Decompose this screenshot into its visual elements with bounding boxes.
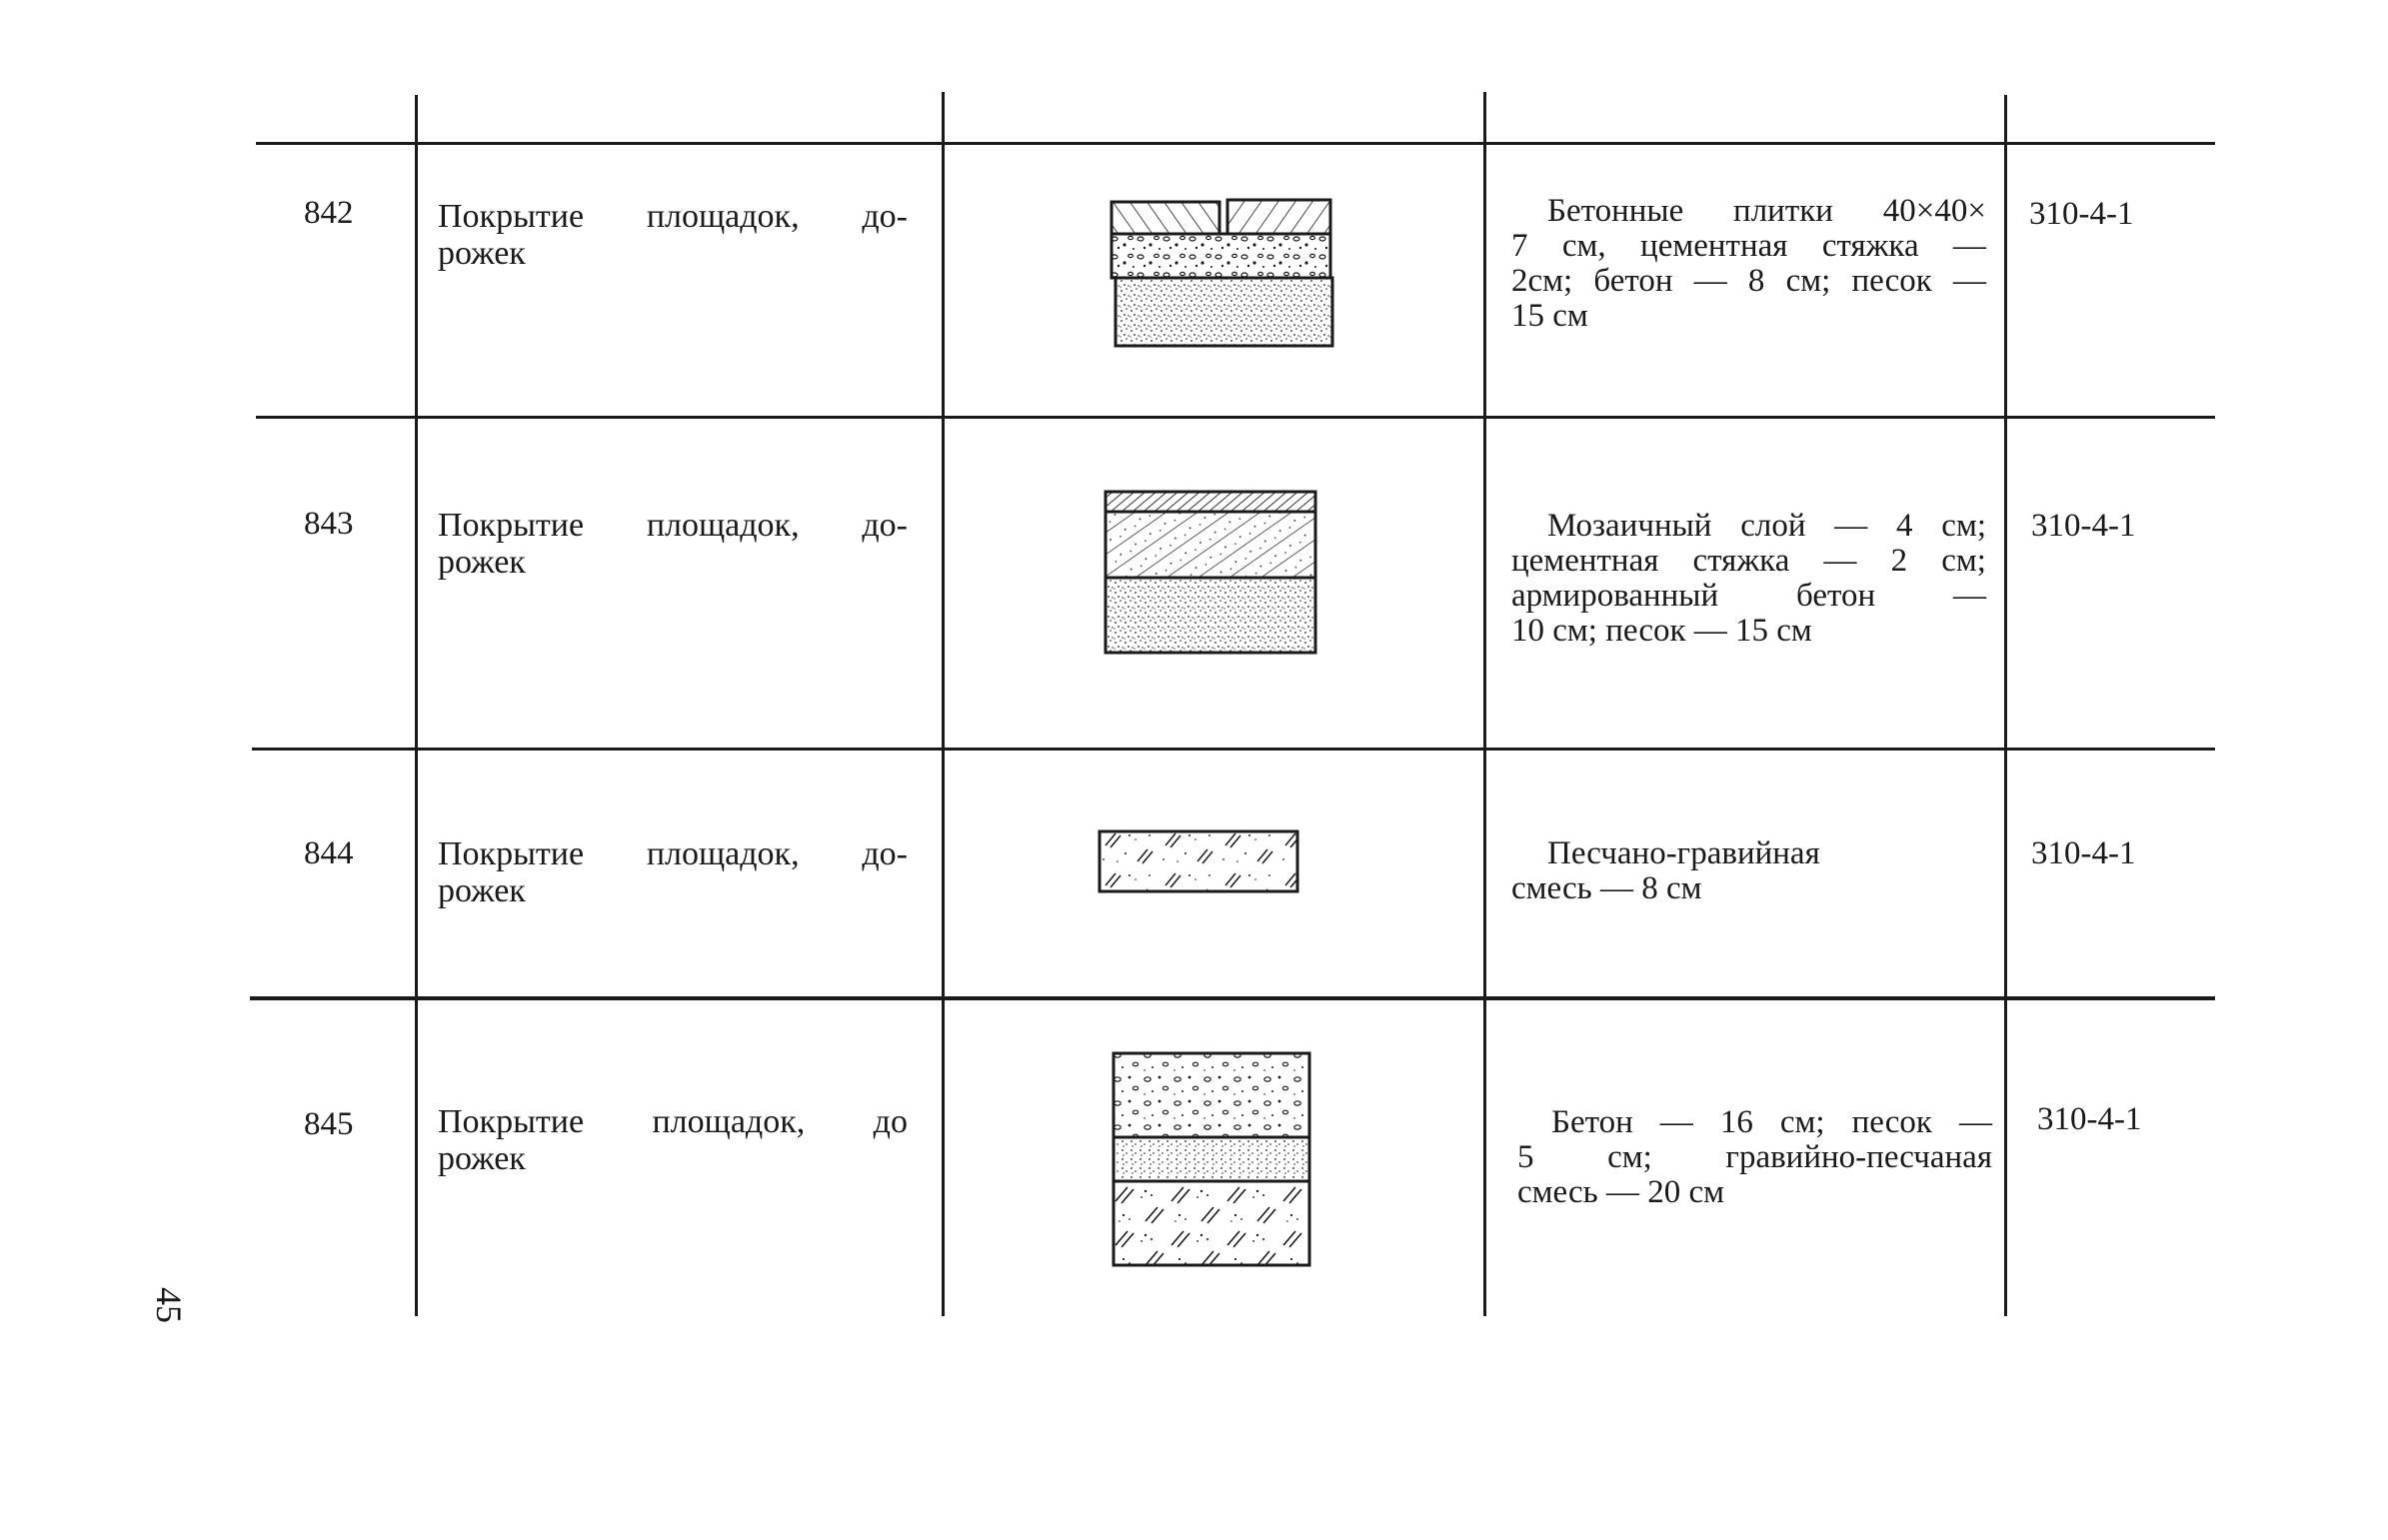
section-diagram-843 xyxy=(1104,490,1319,658)
row-description: Бетон — 16 см; песок — 5 см; гравийно-песчаная смесь — 20 см xyxy=(1517,1104,1992,1210)
row-name: Покрытие площадок, до- рожек xyxy=(438,835,908,909)
row-number: 844 xyxy=(304,835,354,871)
column-divider xyxy=(415,95,418,1316)
row-description: Бетонные плитки 40×40× 7 см, цементная стяжка — 2см; бетон — 8 см; песок — 15 см xyxy=(1511,193,1986,334)
row-name: Покрытие площадок, до рожек xyxy=(438,1103,908,1177)
row-description: Песчано-гравийная смесь — 8 см xyxy=(1511,835,1820,906)
table-top-rule xyxy=(256,142,2215,145)
row-divider xyxy=(252,748,2215,751)
page-number: 45 xyxy=(149,1287,189,1323)
column-divider xyxy=(1483,92,1486,1316)
row-name: Покрытие площадок, до- рожек xyxy=(438,198,908,272)
row-code: 310-4-1 xyxy=(2031,508,2136,544)
row-divider xyxy=(250,996,2215,1000)
section-diagram-844 xyxy=(1098,827,1303,897)
row-name: Покрытие площадок, до- рожек xyxy=(438,507,908,581)
row-description: Мозаичный слой — 4 см; цементная стяжка — 2 см; армированный бетон — 10 см; песок — 15 см xyxy=(1511,508,1986,649)
column-divider xyxy=(2004,95,2007,1316)
row-number: 843 xyxy=(304,506,354,542)
section-diagram-845 xyxy=(1112,1049,1315,1271)
row-code: 310-4-1 xyxy=(2037,1101,2142,1137)
section-diagram-842 xyxy=(1110,198,1334,353)
row-number: 842 xyxy=(304,195,354,231)
row-code: 310-4-1 xyxy=(2029,196,2134,232)
column-divider xyxy=(942,92,945,1316)
row-number: 845 xyxy=(304,1106,354,1142)
row-code: 310-4-1 xyxy=(2031,835,2136,871)
row-divider xyxy=(256,416,2215,419)
